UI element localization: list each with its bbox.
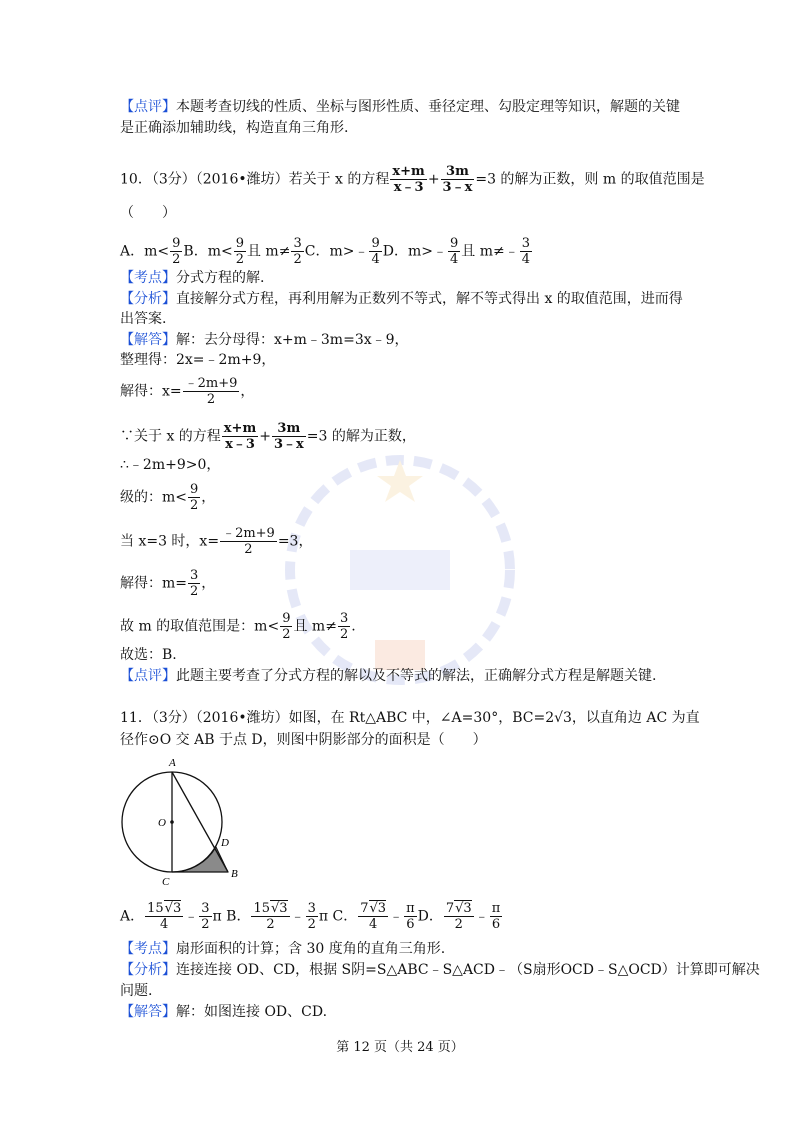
prev-comment-line2: 是正确添加辅助线，构造直角三角形. bbox=[120, 120, 349, 136]
q11-kaodian: 【考点】扇形面积的计算；含 30 度角的直角三角形. bbox=[120, 941, 446, 957]
q11-fenxi-line2: 问题. bbox=[120, 983, 153, 999]
circle-triangle-figure bbox=[118, 752, 258, 887]
q10-stem: 10．（3分）（2016•潍坊）若关于 x 的方程 $\frac{x+m}{x﹣3}$ + $\frac{3m}{3﹣x}$ =3 的解为正数，则 m 的取值范围是 bbox=[120, 164, 705, 195]
label-d: D bbox=[221, 837, 229, 849]
q10-options: A．m< $\frac{9}{2}$ B．m< $\frac{9}{2}$ 且 m≠ $\frac{3}{2}$ C．m>﹣ $\frac{9}{4}$ D．m>﹣ $\frac{9}{4}$ 且 m≠﹣ $\frac{3}{4}$ bbox=[120, 236, 530, 267]
q10-fenxi-line1: 【分析】直接解分式方程，再利用解为正数列不等式，解不等式得出 x 的取值范围，进而得 bbox=[120, 291, 683, 307]
q10-jieda-line9: 故 m 的取值范围是：m< $\frac{9}{2}$ 且 m≠ $\frac{3}{2}$ . bbox=[120, 611, 356, 642]
label-b: B bbox=[231, 868, 238, 880]
q10-bracket: （ ） bbox=[120, 205, 176, 221]
q10-comment: 【点评】此题主要考查了分式方程的解以及不等式的解法，正确解分式方程是解题关键. bbox=[120, 668, 657, 684]
q10-jieda-line10: 故选：B. bbox=[120, 647, 177, 663]
q11-stem-line1: 11．（3分）（2016•潍坊）如图，在 Rt△ABC 中，∠A=30°，BC=2√3，以直角边 AC 为直 bbox=[120, 710, 700, 726]
label-a: A bbox=[169, 757, 176, 769]
q10-jieda-line4: ∵关于 x 的方程 $\frac{x+m}{x﹣3}$ + $\frac{3m}{3﹣x}$ =3 的解为正数， bbox=[120, 421, 416, 452]
q10-jieda-line7: 当 x=3 时，x= $\frac{﹣2m+9}{2}$ =3， bbox=[120, 526, 313, 557]
q10-jieda-line5: ∴﹣2m+9>0， bbox=[120, 457, 221, 473]
label-o: O bbox=[158, 817, 166, 829]
q11-stem-line2: 径作⊙O 交 AB 于点 D，则图中阴影部分的面积是（ ） bbox=[120, 732, 487, 748]
watermark-logo-icon bbox=[270, 440, 530, 700]
prev-comment-line1: 【点评】本题考查切线的性质、坐标与图形性质、垂径定理、勾股定理等知识，解题的关键 bbox=[120, 99, 680, 115]
q10-jieda-line8: 解得：m= $\frac{3}{2}$ ， bbox=[120, 568, 216, 599]
q11-jieda-line1: 【解答】解：如图连接 OD、CD. bbox=[120, 1004, 328, 1020]
q10-kaodian: 【考点】分式方程的解. bbox=[120, 270, 265, 286]
q10-fenxi-line2: 出答案. bbox=[120, 311, 167, 327]
q10-jieda-line1: 【解答】解：去分母得：x+m﹣3m=3x﹣9， bbox=[120, 332, 409, 348]
q11-options: A． $\frac{15√3}{4}$ ﹣ $\frac{3}{2}$ π B． $\frac{15√3}{2}$ ﹣ $\frac{3}{2}$ π C． $\frac{7√3}{4}$ ﹣ $\frac{\pi}{6}$ D． $\frac{7√3}{2}$ ﹣ $\frac{\pi}{6}$ bbox=[120, 901, 501, 932]
q11-fenxi-line1: 【分析】连接连接 OD、CD，根据 S阴=S△ABC﹣S△ACD﹣（S扇形OCD﹣S△OCD）计算即可解决 bbox=[120, 962, 760, 978]
page-footer: 第 12 页（共 24 页） bbox=[336, 1040, 464, 1055]
q10-jieda-line2: 整理得：2x=﹣2m+9， bbox=[120, 352, 276, 368]
q10-jieda-line6: 级的：m< $\frac{9}{2}$ ， bbox=[120, 482, 216, 513]
q10-jieda-line3: 解得：x= $\frac{﹣2m+9}{2}$ ， bbox=[120, 376, 255, 407]
label-c: C bbox=[162, 876, 170, 887]
